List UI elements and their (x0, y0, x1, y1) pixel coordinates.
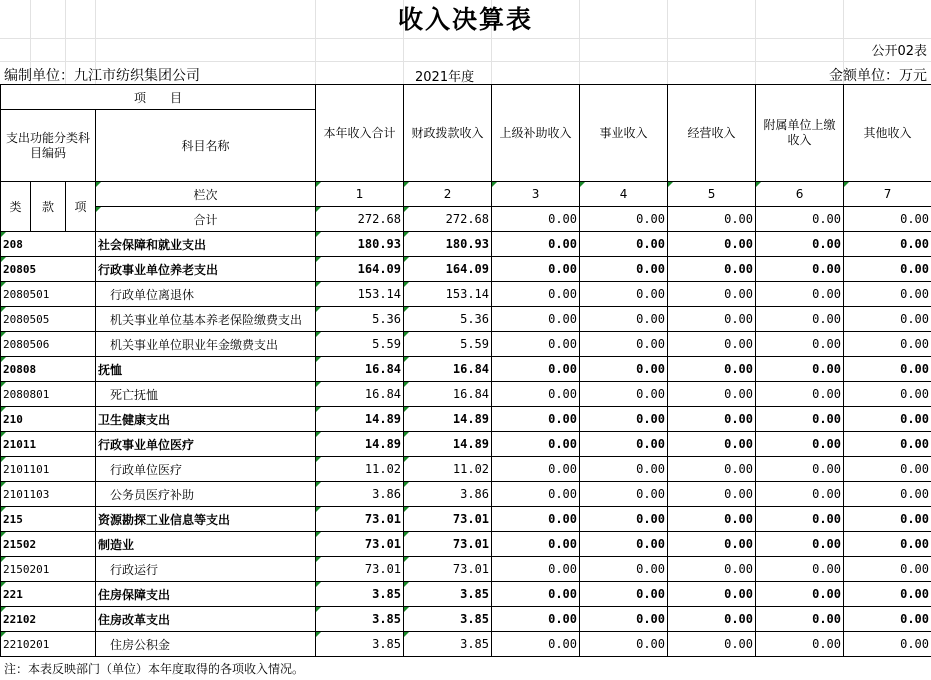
row-value: 0.00 (668, 232, 756, 257)
row-name: 行政事业单位医疗 (96, 432, 316, 457)
row-value: 153.14 (316, 282, 404, 307)
row-value: 0.00 (668, 607, 756, 632)
row-value: 16.84 (404, 382, 492, 407)
row-value: 3.85 (404, 632, 492, 657)
col-header-5: 经营收入 (668, 85, 756, 182)
row-value: 5.59 (316, 332, 404, 357)
row-code: 208 (1, 232, 96, 257)
row-name: 抚恤 (96, 357, 316, 382)
col-number: 3 (492, 182, 580, 207)
total-label: 合计 (96, 207, 316, 232)
row-value: 164.09 (404, 257, 492, 282)
row-value: 164.09 (316, 257, 404, 282)
row-value: 0.00 (580, 457, 668, 482)
row-value: 0.00 (844, 557, 931, 582)
row-value: 0.00 (668, 532, 756, 557)
row-value: 0.00 (844, 482, 931, 507)
row-value: 0.00 (668, 282, 756, 307)
row-name: 行政运行 (96, 557, 316, 582)
row-name: 住房公积金 (96, 632, 316, 657)
row-value: 0.00 (668, 507, 756, 532)
row-name: 机关事业单位基本养老保险缴费支出 (96, 307, 316, 332)
row-value: 180.93 (404, 232, 492, 257)
row-value: 5.36 (404, 307, 492, 332)
row-value: 0.00 (844, 357, 931, 382)
table-row (1, 357, 931, 382)
row-value: 0.00 (580, 607, 668, 632)
row-code: 2080506 (1, 332, 96, 357)
row-value: 14.89 (404, 432, 492, 457)
row-value: 0.00 (844, 507, 931, 532)
total-value: 272.68 (316, 207, 404, 232)
col-header-7: 其他收入 (844, 85, 931, 182)
row-value: 3.85 (404, 607, 492, 632)
row-value: 16.84 (404, 357, 492, 382)
row-code: 22102 (1, 607, 96, 632)
row-value: 0.00 (492, 382, 580, 407)
row-value: 0.00 (492, 357, 580, 382)
row-value: 0.00 (668, 307, 756, 332)
table-row (1, 457, 931, 482)
row-value: 0.00 (668, 482, 756, 507)
row-value: 0.00 (580, 507, 668, 532)
row-value: 0.00 (668, 632, 756, 657)
col-header-6: 附属单位上缴收入 (756, 85, 844, 182)
row-value: 0.00 (844, 432, 931, 457)
table-row (1, 232, 931, 257)
row-value: 0.00 (668, 432, 756, 457)
row-value: 0.00 (844, 632, 931, 657)
row-name: 资源勘探工业信息等支出 (96, 507, 316, 532)
row-value: 0.00 (580, 282, 668, 307)
row-value: 0.00 (492, 532, 580, 557)
row-value: 0.00 (844, 457, 931, 482)
row-code: 2101101 (1, 457, 96, 482)
row-value: 3.86 (404, 482, 492, 507)
total-value: 0.00 (668, 207, 756, 232)
row-value: 11.02 (316, 457, 404, 482)
row-value: 0.00 (668, 382, 756, 407)
row-value: 0.00 (580, 332, 668, 357)
table-row (1, 332, 931, 357)
row-name: 行政单位离退休 (96, 282, 316, 307)
kuan-header: 款 (31, 182, 66, 232)
row-value: 0.00 (492, 482, 580, 507)
row-value: 180.93 (316, 232, 404, 257)
table-row (1, 557, 931, 582)
table-row (1, 607, 931, 632)
row-value: 0.00 (668, 457, 756, 482)
row-value: 0.00 (756, 607, 844, 632)
row-value: 14.89 (316, 407, 404, 432)
row-value: 0.00 (756, 507, 844, 532)
row-value: 0.00 (756, 282, 844, 307)
row-value: 0.00 (580, 632, 668, 657)
total-value: 0.00 (580, 207, 668, 232)
row-value: 0.00 (756, 482, 844, 507)
func-code-header: 支出功能分类科目编码 (1, 110, 96, 182)
row-value: 14.89 (404, 407, 492, 432)
row-value: 0.00 (756, 557, 844, 582)
row-value: 0.00 (580, 532, 668, 557)
row-code: 20805 (1, 257, 96, 282)
row-value: 3.85 (404, 582, 492, 607)
row-code: 2101103 (1, 482, 96, 507)
row-value: 0.00 (492, 557, 580, 582)
row-value: 0.00 (580, 557, 668, 582)
lei-header: 类 (1, 182, 31, 232)
table-row (1, 482, 931, 507)
table-row (1, 507, 931, 532)
row-value: 16.84 (316, 382, 404, 407)
row-value: 0.00 (756, 432, 844, 457)
row-value: 0.00 (844, 407, 931, 432)
row-value: 0.00 (492, 307, 580, 332)
row-name: 卫生健康支出 (96, 407, 316, 432)
col-number: 4 (580, 182, 668, 207)
table-row (1, 432, 931, 457)
row-value: 0.00 (580, 407, 668, 432)
row-name: 行政事业单位养老支出 (96, 257, 316, 282)
row-value: 0.00 (492, 282, 580, 307)
row-code: 2080501 (1, 282, 96, 307)
table-row (1, 307, 931, 332)
row-code: 2080505 (1, 307, 96, 332)
row-value: 0.00 (492, 607, 580, 632)
subject-name-header: 科目名称 (96, 110, 316, 182)
row-value: 3.85 (316, 632, 404, 657)
row-value: 0.00 (492, 582, 580, 607)
row-value: 0.00 (492, 632, 580, 657)
row-code: 20808 (1, 357, 96, 382)
amount-unit: 金额单位：万元 (829, 68, 927, 84)
total-value: 272.68 (404, 207, 492, 232)
table-row (1, 582, 931, 607)
row-value: 0.00 (844, 232, 931, 257)
row-name: 机关事业单位职业年金缴费支出 (96, 332, 316, 357)
row-value: 0.00 (492, 257, 580, 282)
row-value: 0.00 (580, 582, 668, 607)
row-value: 0.00 (580, 382, 668, 407)
row-value: 0.00 (492, 457, 580, 482)
row-value: 0.00 (756, 257, 844, 282)
row-value: 0.00 (668, 407, 756, 432)
page-title: 收入决算表 (397, 5, 533, 34)
row-name: 公务员医疗补助 (96, 482, 316, 507)
row-value: 73.01 (404, 507, 492, 532)
footnote: 注：本表反映部门（单位）本年度取得的各项收入情况。 (4, 662, 305, 676)
col-header-1: 本年收入合计 (316, 85, 404, 182)
row-value: 73.01 (404, 557, 492, 582)
row-code: 21011 (1, 432, 96, 457)
row-value: 0.00 (844, 282, 931, 307)
row-name: 社会保障和就业支出 (96, 232, 316, 257)
table-row (1, 532, 931, 557)
row-value: 0.00 (580, 432, 668, 457)
row-code: 221 (1, 582, 96, 607)
table-row (1, 282, 931, 307)
row-name: 制造业 (96, 532, 316, 557)
row-code: 210 (1, 407, 96, 432)
col-header-4: 事业收入 (580, 85, 668, 182)
table-row (1, 407, 931, 432)
row-value: 73.01 (404, 532, 492, 557)
row-value: 0.00 (844, 532, 931, 557)
col-number: 2 (404, 182, 492, 207)
table-row (1, 257, 931, 282)
row-value: 73.01 (316, 557, 404, 582)
lanci-label: 栏次 (96, 182, 316, 207)
col-number: 1 (316, 182, 404, 207)
row-value: 14.89 (316, 432, 404, 457)
table-row (1, 382, 931, 407)
row-value: 0.00 (844, 582, 931, 607)
total-value: 0.00 (756, 207, 844, 232)
row-value: 0.00 (492, 507, 580, 532)
row-value: 0.00 (844, 307, 931, 332)
reporting-unit: 编制单位：九江市纺织集团公司 (4, 68, 200, 84)
row-value: 0.00 (756, 632, 844, 657)
row-value: 0.00 (756, 357, 844, 382)
row-value: 0.00 (580, 357, 668, 382)
income-table (0, 84, 931, 657)
fiscal-year: 2021年度 (415, 70, 475, 85)
row-value: 0.00 (492, 332, 580, 357)
row-value: 11.02 (404, 457, 492, 482)
table-row (1, 632, 931, 657)
row-value: 0.00 (492, 232, 580, 257)
row-value: 3.86 (316, 482, 404, 507)
row-value: 3.85 (316, 607, 404, 632)
row-value: 0.00 (756, 382, 844, 407)
row-value: 0.00 (668, 332, 756, 357)
row-value: 0.00 (756, 582, 844, 607)
row-value: 0.00 (492, 432, 580, 457)
row-value: 5.36 (316, 307, 404, 332)
row-value: 16.84 (316, 357, 404, 382)
row-value: 0.00 (492, 407, 580, 432)
item-header: 项 目 (1, 85, 316, 110)
row-value: 0.00 (756, 332, 844, 357)
row-value: 153.14 (404, 282, 492, 307)
row-value: 0.00 (580, 307, 668, 332)
row-value: 0.00 (756, 532, 844, 557)
row-value: 0.00 (668, 582, 756, 607)
col-header-3: 上级补助收入 (492, 85, 580, 182)
row-value: 0.00 (756, 457, 844, 482)
row-value: 0.00 (580, 257, 668, 282)
row-value: 0.00 (668, 557, 756, 582)
col-number: 5 (668, 182, 756, 207)
col-header-2: 财政拨款收入 (404, 85, 492, 182)
total-value: 0.00 (844, 207, 931, 232)
col-number: 7 (844, 182, 931, 207)
row-value: 0.00 (668, 357, 756, 382)
row-code: 2150201 (1, 557, 96, 582)
row-name: 行政单位医疗 (96, 457, 316, 482)
form-code: 公开02表 (871, 44, 927, 59)
row-value: 0.00 (844, 607, 931, 632)
xiang-header: 项 (66, 182, 96, 232)
total-value: 0.00 (492, 207, 580, 232)
row-value: 0.00 (844, 332, 931, 357)
row-code: 2080801 (1, 382, 96, 407)
row-value: 0.00 (580, 232, 668, 257)
row-name: 死亡抚恤 (96, 382, 316, 407)
row-name: 住房改革支出 (96, 607, 316, 632)
row-value: 0.00 (580, 482, 668, 507)
row-value: 3.85 (316, 582, 404, 607)
row-value: 0.00 (844, 382, 931, 407)
row-value: 0.00 (756, 307, 844, 332)
row-value: 0.00 (844, 257, 931, 282)
col-number: 6 (756, 182, 844, 207)
row-value: 5.59 (404, 332, 492, 357)
row-value: 0.00 (668, 257, 756, 282)
row-value: 73.01 (316, 507, 404, 532)
row-value: 0.00 (756, 407, 844, 432)
row-value: 0.00 (756, 232, 844, 257)
row-code: 215 (1, 507, 96, 532)
row-code: 2210201 (1, 632, 96, 657)
row-value: 73.01 (316, 532, 404, 557)
row-code: 21502 (1, 532, 96, 557)
row-name: 住房保障支出 (96, 582, 316, 607)
